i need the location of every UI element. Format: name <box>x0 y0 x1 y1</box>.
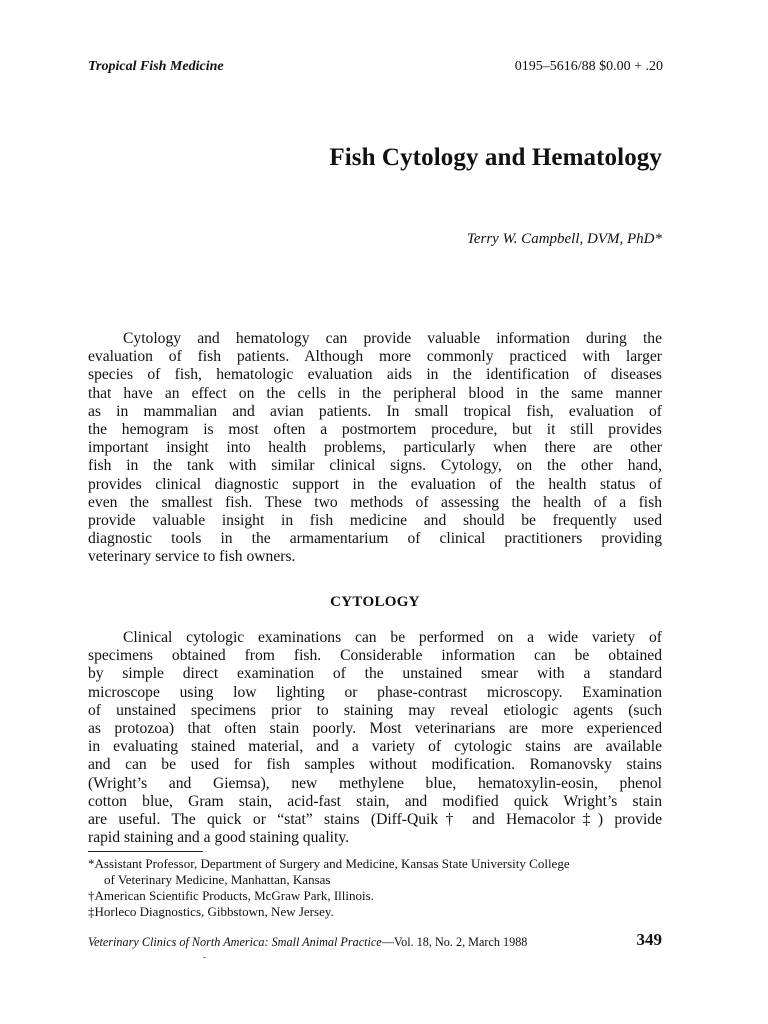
text-line: even the smallest fish. These two methods of assessing the health of a fish <box>88 493 662 511</box>
footnote-dagger: †American Scientific Products, McGraw Park, Illinois. <box>88 888 374 903</box>
footer-citation <box>88 935 527 950</box>
text-line: veterinary service to fish owners. <box>88 548 296 566</box>
footnote-divider <box>88 851 203 852</box>
text-line: diagnostic tools in the armamentarium of clinical practitioners providing <box>88 530 662 548</box>
text-line: specimens obtained from fish. Considerable information can be obtained <box>88 647 662 665</box>
text-line: as in mammalian and avian patients. In small tropical fish, evaluation of <box>88 402 662 420</box>
text-line: are useful. The quick or “stat” stains (Diff-Quik† and Hemacolor‡) provide <box>88 811 662 829</box>
running-head <box>88 59 663 79</box>
article-author: Terry W. Campbell, DVM, PhD* <box>466 231 662 247</box>
footnote-author-affiliation-cont: of Veterinary Medicine, Manhattan, Kansas <box>104 872 331 887</box>
text-line: Clinical cytologic examinations can be performed on a wide variety of <box>123 629 662 646</box>
text-line: provides clinical diagnostic support in the evaluation of the health status of <box>88 475 662 493</box>
cytology-paragraph <box>88 629 662 847</box>
text-line: microscope using low lighting or phase-contrast microscopy. Examination <box>88 683 662 701</box>
footer-journal-name: Veterinary Clinics of North America: Small Animal Practice <box>88 935 382 949</box>
text-line: in evaluating stained material, and a variety of cytologic stains are available <box>88 738 662 756</box>
text-line: evaluation of fish patients. Although more commonly practiced with larger <box>88 348 662 366</box>
text-line: as protozoa) that often stain poorly. Most veterinarians are more experienced <box>88 720 662 738</box>
text-line: (Wright’s and Giemsa), new methylene blue, hematoxylin-eosin, phenol <box>88 774 662 792</box>
running-head-journal: Tropical Fish Medicine <box>88 59 224 74</box>
scan-artifact <box>203 957 206 958</box>
text-line: that have an effect on the cells in the peripheral blood in the same manner <box>88 384 662 402</box>
text-line: by simple direct examination of the unstained smear with a standard <box>88 665 662 683</box>
page-footer <box>88 930 662 952</box>
text-line: species of fish, hematologic evaluation aids in the identification of diseases <box>88 366 662 384</box>
footnotes <box>88 856 662 920</box>
section-heading-cytology: CYTOLOGY <box>330 594 420 610</box>
text-line: cotton blue, Gram stain, acid-fast stain, and modified quick Wright’s stain <box>88 792 662 810</box>
text-line: the hemogram is most often a postmortem procedure, but it still provides <box>88 421 662 439</box>
text-line: important insight into health problems, particularly when there are other <box>88 439 662 457</box>
article-title: Fish Cytology and Hematology <box>329 144 662 171</box>
text-line: and can be used for fish samples without modification. Romanovsky stains <box>88 756 662 774</box>
footer-volume: —Vol. 18, No. 2, March 1988 <box>381 935 528 949</box>
footnote-author-affiliation: *Assistant Professor, Department of Surgery and Medicine, Kansas State University College <box>88 856 570 871</box>
intro-paragraph <box>88 330 662 567</box>
text-line: Cytology and hematology can provide valuable information during the <box>123 330 662 347</box>
footnote-double-dagger: ‡Horleco Diagnostics, Gibbstown, New Jersey. <box>88 904 334 919</box>
text-line: fish in the tank with similar clinical signs. Cytology, on the other hand, <box>88 457 662 475</box>
text-line: provide valuable insight in fish medicine and should be frequently used <box>88 512 662 530</box>
text-line: of unstained specimens prior to staining may reveal etiologic agents (such <box>88 701 662 719</box>
running-head-code: 0195–5616/88 $0.00 + .20 <box>514 59 663 74</box>
page-number: 349 <box>636 930 662 949</box>
text-line: rapid staining and a good staining quality. <box>88 829 350 847</box>
